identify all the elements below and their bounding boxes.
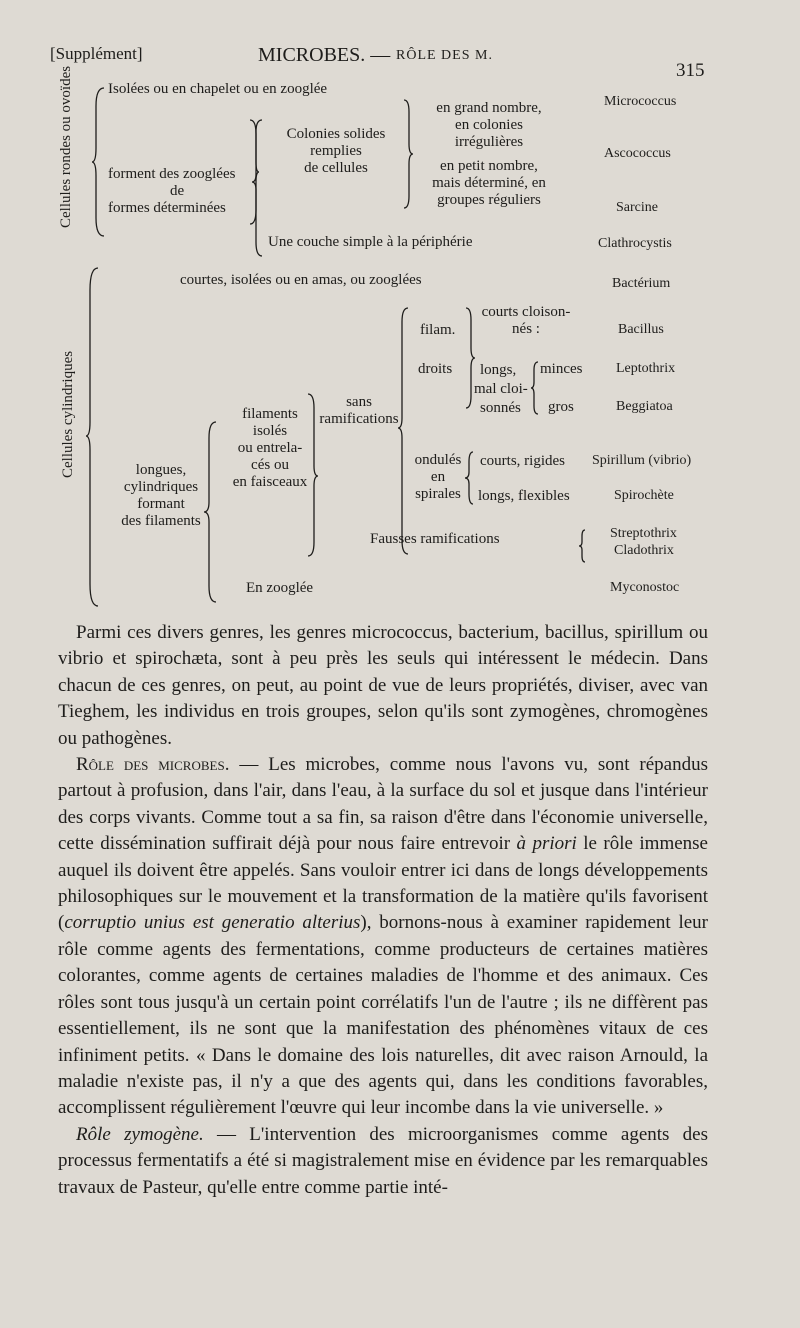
genus-bacterium: Bactérium [612, 276, 671, 291]
group-label-cylindrical: Cellules cylindriques [60, 350, 76, 478]
genus-clathrocystis: Clathrocystis [598, 236, 672, 251]
genus-ascococcus: Ascococcus [604, 146, 671, 161]
paragraph-role-zymogene: Rôle zymogène. — L'intervention des microorganismes comme agents des processus fermentatifs a été si magistralement mise en évidence par les remarquables travaux de Pasteur, qu'elle entre comme partie inté- [58, 1123, 709, 1198]
label-droits: droits [418, 361, 453, 377]
header-section: [Supplément] [50, 44, 143, 63]
brace-minces-gros [530, 360, 540, 416]
genus-streptothrix: Streptothrix [610, 526, 677, 541]
label-minces: minces [540, 361, 583, 377]
genus-cladothrix: Cladothrix [614, 543, 674, 558]
body-text [58, 620, 708, 1201]
label-longues: longues, cylindriques formant des filaments [121, 462, 201, 529]
genus-bacillus: Bacillus [618, 322, 664, 337]
section-heading-role: Rôle des microbes. [76, 754, 230, 776]
label-isolees: Isolées ou en chapelet ou en zooglée [108, 81, 328, 97]
label-filaments: filaments isolés ou entrela- cés ou en faisceaux [232, 406, 308, 490]
label-colonies: Colonies solides remplies de cellules [286, 126, 386, 176]
genus-spirillum: Spirillum (vibrio) [592, 453, 692, 468]
genus-sarcine: Sarcine [616, 200, 658, 215]
paragraph-genres: Parmi ces divers genres, les genres micrococcus, bacterium, bacillus, spirillum ou vibrio et spirochæta, sont à peu près les seuls qui intéressent le médecin. Dans chacun de ces genres, on peut, au point de vue de leurs propriétés, diviser, avec van Tieghem, les individus en trois groupes, selon qu'ils sont zymogènes, chromogènes ou pathogènes. [58, 622, 708, 749]
label-petit-nombre: en petit nombre, mais déterminé, en groupes réguliers [432, 158, 546, 208]
genus-beggiatoa: Beggiatoa [616, 399, 673, 414]
label-en-zooglee: En zooglée [246, 580, 314, 596]
label-forment: forment des zooglées de formes déterminées [108, 166, 236, 216]
genus-myconostoc: Myconostoc [610, 580, 680, 595]
label-courts-rigides: courts, rigides [480, 453, 565, 469]
brace-nombre [402, 98, 414, 210]
brace-colonies [252, 118, 264, 258]
label-ondules: ondulés en spirales [414, 452, 462, 502]
label-couche: Une couche simple à la périphérie [268, 234, 473, 250]
label-filam: filam. [420, 322, 456, 338]
section-heading-zymogene: Rôle zymogène. [76, 1123, 204, 1145]
label-courts-cloisonnes: courts cloison- nés : [481, 304, 571, 337]
header-subtitle: RÔLE DES M. [396, 48, 493, 63]
group-label-round: Cellules rondes ou ovoïdes [58, 65, 74, 228]
label-fausses-ramifications: Fausses ramifications [370, 531, 500, 547]
label-grand-nombre: en grand nombre, en colonies irrégulières [436, 100, 542, 150]
header-title: MICROBES. — [258, 44, 391, 66]
label-longs-flexibles: longs, flexibles [478, 488, 570, 504]
label-sans-ramifications: sans ramifications [319, 394, 399, 427]
brace-cylindrical [86, 266, 100, 608]
brace-sans-ramif [398, 306, 412, 556]
genus-leptothrix: Leptothrix [616, 361, 676, 376]
page-number: 315 [676, 60, 705, 81]
paragraph-role-microbes: Rôle des microbes. — Les microbes, comme nous l'avons vu, sont répandus partout à profusion, dans l'air, dans l'eau, à la surface du sol et jusque dans l'intérieur des corps vivants. Comme tout a sa fin, sa raison d'être dans l'économie universelle, cette dissémination suffirait déjà pour nous faire entrevoir à priori le rôle immense auquel ils doivent être appelés. Sans vouloir entrer ici dans de longs développements philosophiques sur le mouvement et la transformation de la matière qu'ils favorisent (corruptio unius est generatio alterius), bornons-nous à examiner rapidement leur rôle comme agents des fermentations, comme producteurs de certaines matières colorantes, comme agents de certaines maladies de l'homme et des animaux. Ces rôles sont tous jusqu'à un certain point corrélatifs l'un de l'autre ; ils ne diffèrent pas essentiellement, ils ne sont que la manifestation des phénomènes vitaux de ces infiniment petits. « Dans le domaine des lois naturelles, dit avec raison Arnould, la maladie n'existe pas, il n'y a que des agents qui, dans les conditions favorables, accomplissent régulièrement l'œuvre qui leur incombe dans la vie universelle. » [58, 754, 709, 1119]
label-longs-mal-cloisonnes: longs, mal cloi- sonnés [474, 362, 528, 416]
genus-spirochete: Spirochète [614, 488, 674, 503]
genus-micrococcus: Micrococcus [604, 94, 677, 109]
brace-fausses [578, 528, 588, 564]
label-courtes: courtes, isolées ou en amas, ou zooglées [180, 272, 422, 288]
label-gros: gros [548, 399, 574, 415]
brace-round [92, 86, 106, 238]
